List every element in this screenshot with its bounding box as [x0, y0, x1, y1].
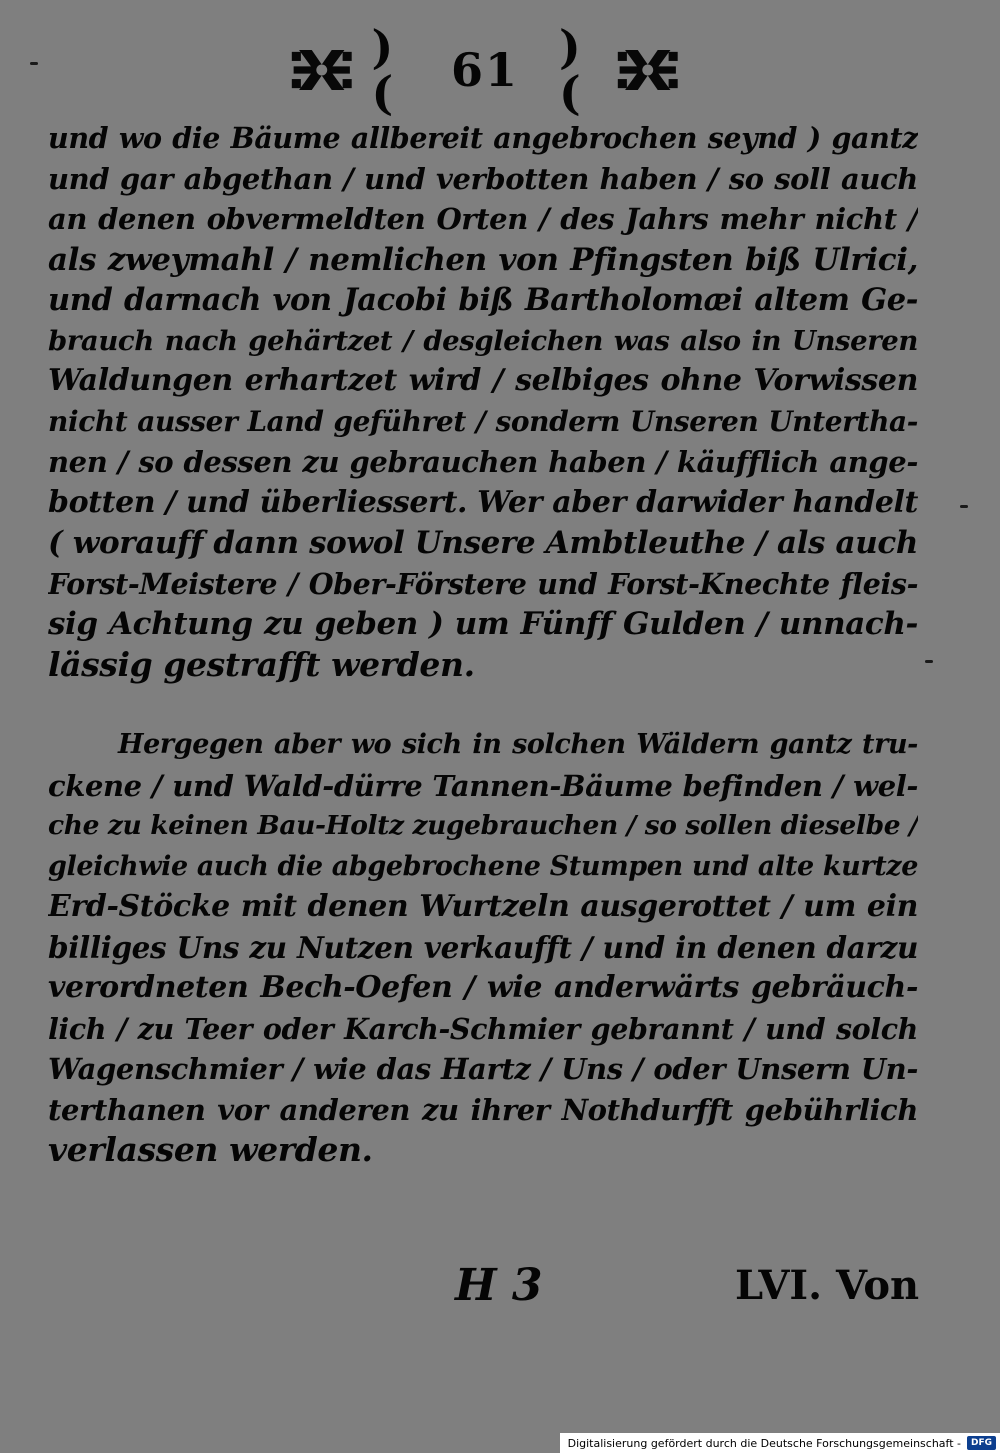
text-line: gleichwie auch die abgebrochene Stumpen und alte kurtze	[48, 850, 918, 882]
paragraph-1	[48, 118, 918, 685]
text-line: botten / und überliessert. Wer aber darwider handelt	[48, 484, 918, 520]
text-line: nen / so dessen zu gebrauchen haben / käufflich ange-	[48, 445, 918, 479]
header-paren-right: )(	[559, 20, 581, 120]
printer-flower-ornament-right-icon	[616, 42, 680, 98]
text-line: Wagenschmier / wie das Hartz / Uns / oder Unsern Un-	[48, 1052, 918, 1086]
running-header	[290, 20, 680, 120]
text-line: brauch nach gehärtzet / desgleichen was also in Unseren	[48, 324, 918, 357]
text-line: als zweymahl / nemlichen von Pfingsten biß Ulrici,	[48, 241, 918, 278]
margin-speck	[30, 62, 38, 65]
page-body	[48, 118, 918, 1171]
text-line: und wo die Bäume allbereit angebrochen seynd ) gantz	[48, 121, 918, 155]
page-number: 61	[450, 43, 519, 97]
text-line: che zu keinen Bau-Holtz zugebrauchen / so sollen dieselbe /	[48, 810, 918, 841]
signature-mark: H 3	[455, 1260, 543, 1311]
text-line: an denen obvermeldten Orten / des Jahrs mehr nicht /	[48, 202, 918, 236]
text-line: und gar abgethan / und verbotten haben / so soll auch	[48, 161, 918, 196]
margin-speck	[925, 660, 933, 663]
text-line: verordneten Bech-Oefen / wie anderwärts gebräuch-	[48, 970, 918, 1005]
paragraph-2	[48, 725, 918, 1171]
text-line: sig Achtung zu geben ) um Fünff Gulden / unnach-	[48, 606, 918, 642]
text-line: lich / zu Teer oder Karch-Schmier gebrannt / und solch	[48, 1011, 918, 1046]
text-line: Erd-Stöcke mit denen Wurtzeln ausgerottet / um ein	[48, 889, 918, 924]
text-line: Forst-Meistere / Ober-Förstere und Forst-Knechte fleis-	[48, 566, 918, 601]
paragraph-gap	[48, 685, 918, 725]
text-line: nicht ausser Land geführet / sondern Unseren Untertha-	[48, 404, 918, 438]
text-line: billiges Uns zu Nutzen verkaufft / und in denen darzu	[48, 929, 918, 965]
dfg-logo: DFG	[967, 1436, 996, 1450]
text-line: Waldungen erhartzet wird / selbiges ohne Vorwissen	[48, 363, 918, 398]
text-line: und darnach von Jacobi biß Bartholomæi altem Ge-	[48, 282, 918, 318]
text-line: verlassen werden.	[48, 1130, 373, 1169]
text-line: ( worauff dann sowol Unsere Ambtleuthe / als auch	[48, 525, 918, 561]
digitization-credit-text: Digitalisierung gefördert durch die Deutsche Forschungsgemeinschaft -	[567, 1436, 961, 1450]
text-line: ckene / und Wald-dürre Tannen-Bäume befinden / wel-	[48, 768, 918, 803]
digitization-credit	[560, 1433, 1000, 1453]
header-paren-left: )(	[371, 20, 394, 120]
text-line: lässig gestrafft werden.	[48, 644, 475, 684]
margin-speck	[960, 505, 968, 508]
text-line: terthanen vor anderen zu ihrer Nothdurfft gebührlich	[48, 1092, 918, 1127]
catchword: LVI. Von	[735, 1262, 920, 1309]
text-line: Hergegen aber wo sich in solchen Wäldern gantz tru-	[118, 729, 918, 760]
printer-flower-ornament-left-icon	[290, 42, 354, 98]
